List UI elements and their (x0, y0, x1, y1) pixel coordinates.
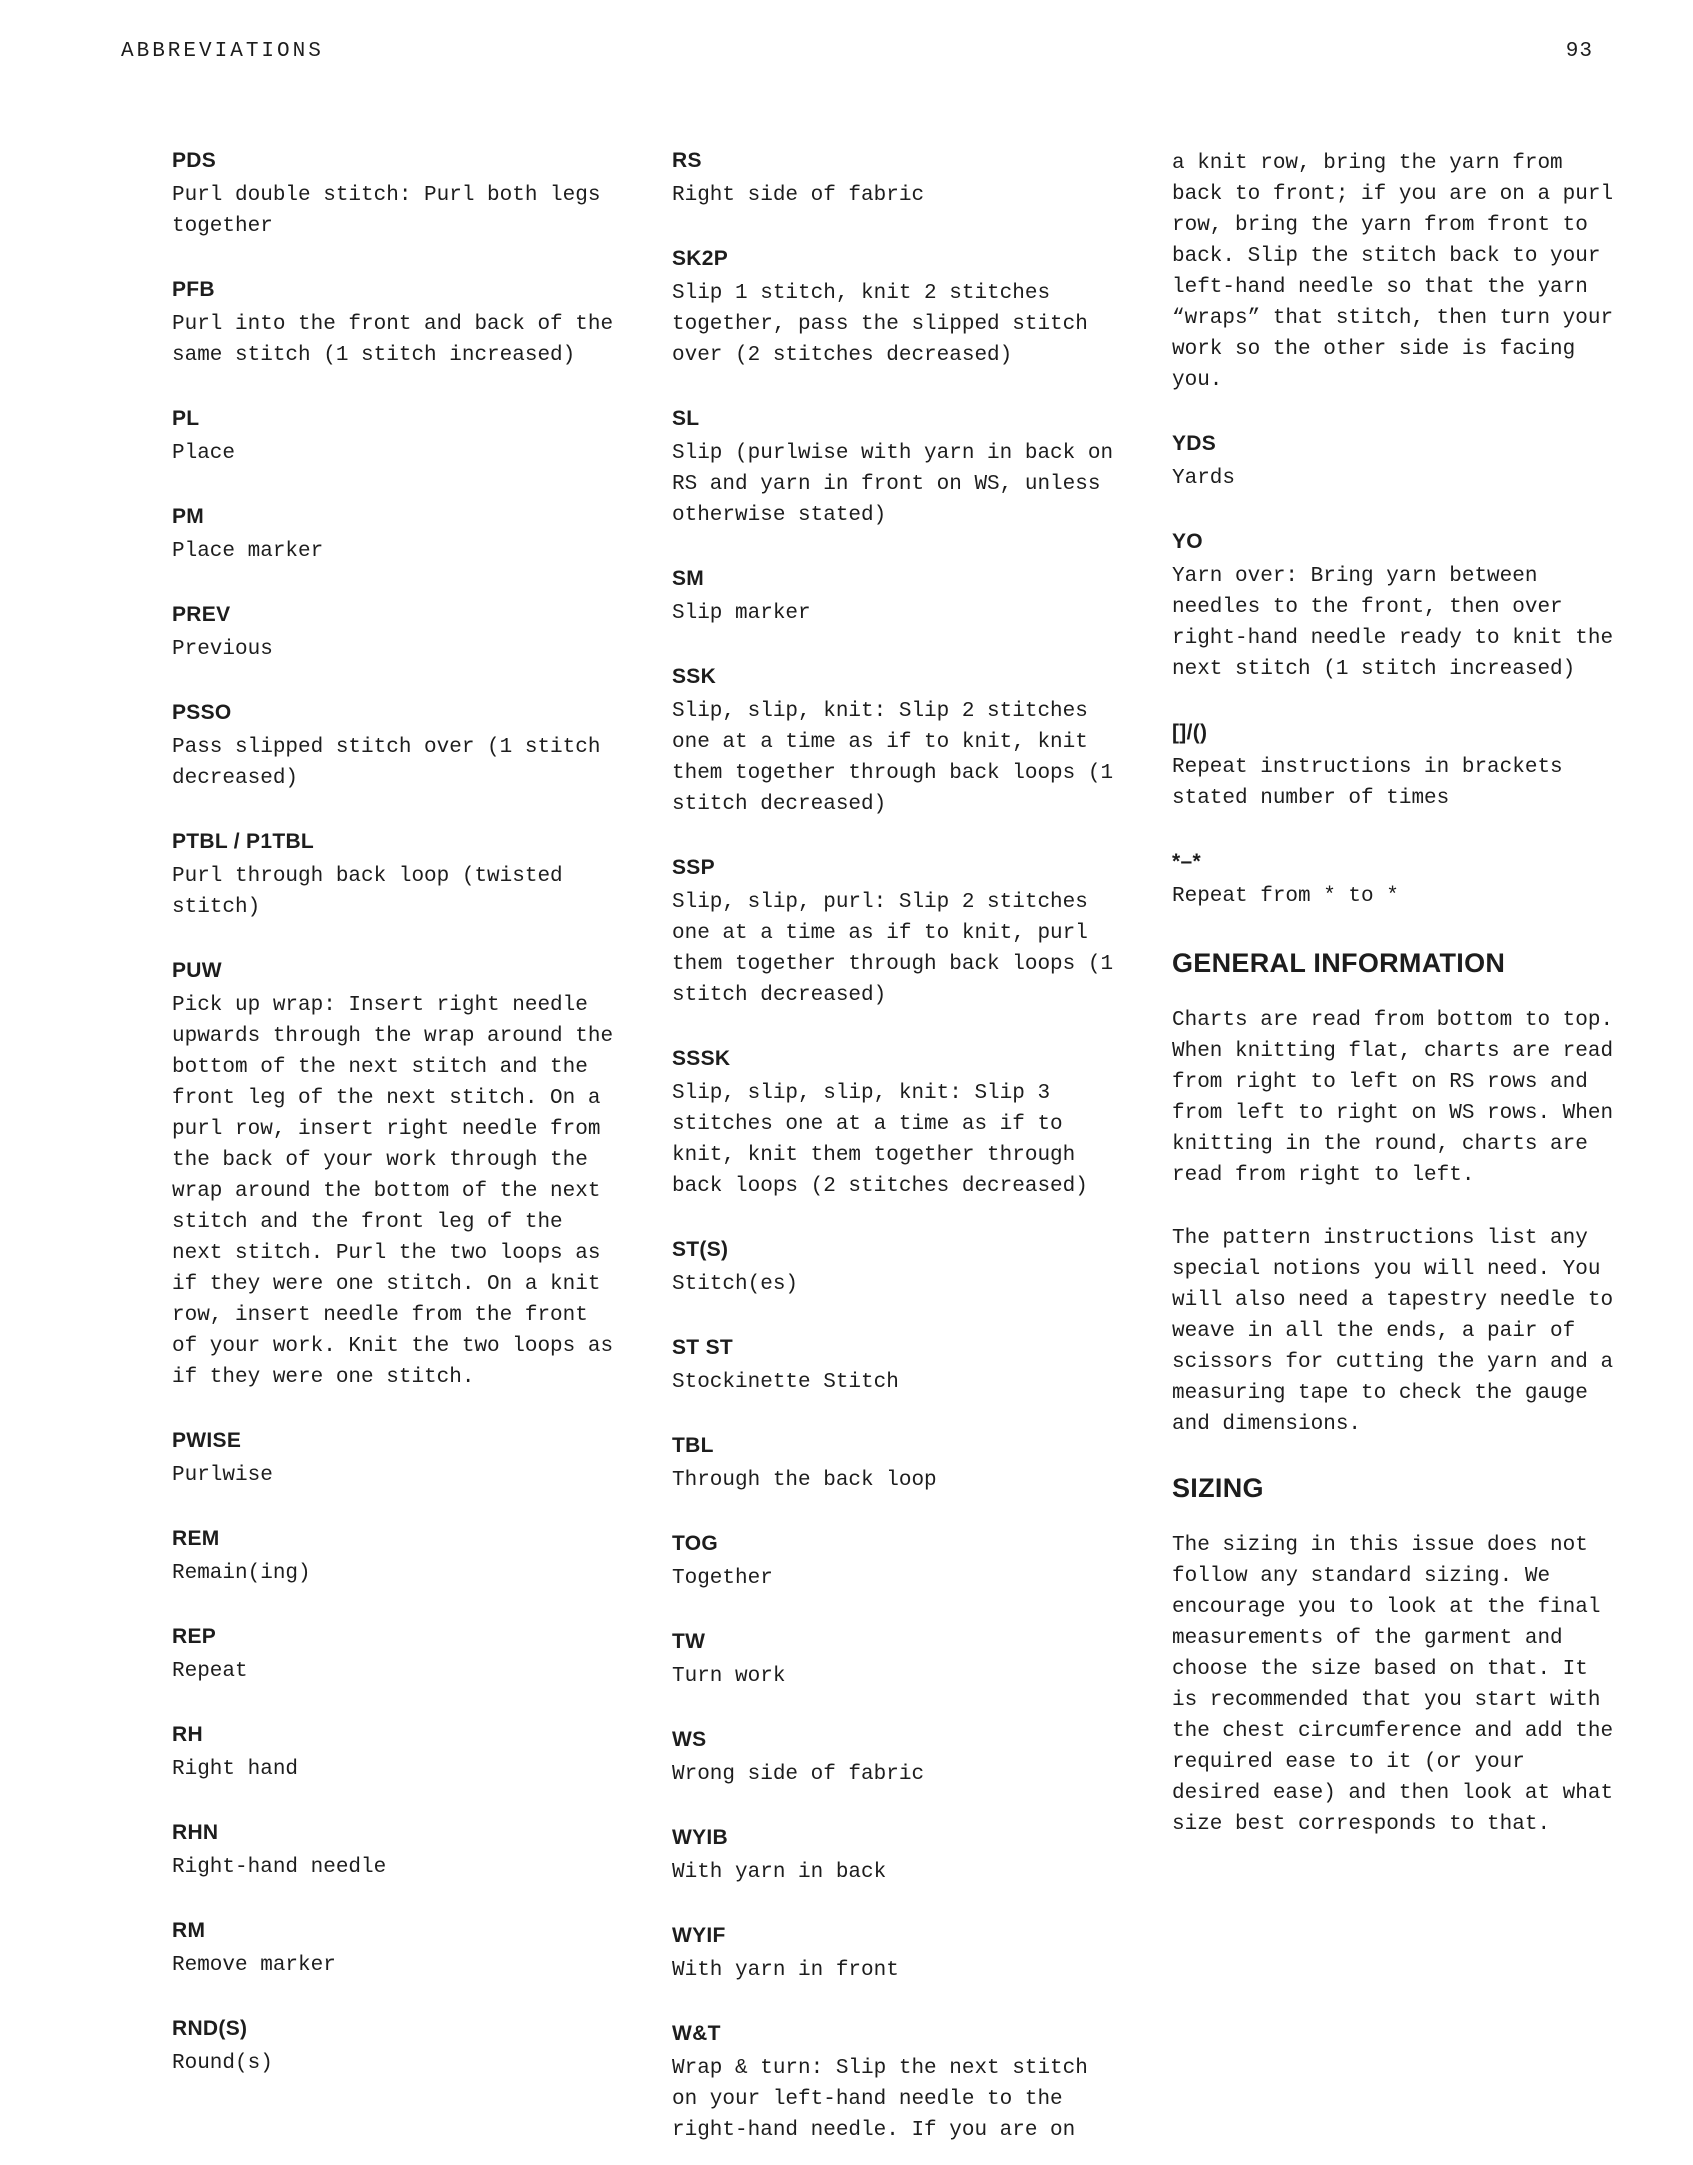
glossary-column-3 (1172, 148, 1625, 2165)
abbreviation-definition: Slip marker (672, 602, 811, 625)
columns-container (172, 148, 1625, 2165)
abbreviation-entry (172, 1918, 625, 1981)
abbreviation-definition: Slip, slip, knit: Slip 2 stitches one at a time as if to knit, knit them together through back loops (1 stitch decreased) (672, 700, 1114, 816)
section-paragraph: The sizing in this issue does not follow any standard sizing. We encourage you to look at the final measurements of the garment and choose the size based on that. It is recommended that you start with the chest circumference and add the required ease to it (or your desired ease) and then look at what size best corresponds to that. (1172, 1534, 1614, 1836)
abbreviation-definition: Stitch(es) (672, 1273, 799, 1296)
abbreviation-entry (672, 1531, 1125, 1594)
abbreviation-term: SSP (672, 856, 715, 879)
abbreviation-definition: With yarn in front (672, 1959, 899, 1982)
abbreviation-entry (172, 1820, 625, 1883)
abbreviation-definition: Right hand (172, 1758, 299, 1781)
abbreviation-entry (672, 1237, 1125, 1300)
abbreviation-entry (172, 1526, 625, 1589)
abbreviation-definition: Purlwise (172, 1464, 273, 1487)
abbreviation-definition: Purl double stitch: Purl both legs together (172, 184, 601, 238)
abbreviation-entry (172, 1624, 625, 1687)
section-paragraph: The pattern instructions list any special notions you will need. You will also need a tapestry needle to weave in all the ends, a pair of scissors for cutting the yarn and a measuring tape to check the gauge and dimensions. (1172, 1227, 1614, 1436)
abbreviation-term: PFB (172, 278, 215, 301)
abbreviation-definition: Right-hand needle (172, 1856, 387, 1879)
abbreviation-entry (1172, 849, 1625, 912)
abbreviation-term: SM (672, 567, 705, 590)
abbreviation-entry (172, 148, 625, 242)
running-header-title: ABBREVIATIONS (121, 40, 324, 63)
abbreviation-definition: Wrong side of fabric (672, 1763, 925, 1786)
abbreviation-entry (672, 1046, 1125, 1202)
abbreviation-term: PSSO (172, 701, 232, 724)
abbreviation-entry (672, 855, 1125, 1011)
abbreviation-entry (1172, 720, 1625, 814)
abbreviation-entry (672, 664, 1125, 820)
abbreviation-definition: Purl through back loop (twisted stitch) (172, 865, 563, 919)
abbreviation-definition: Turn work (672, 1665, 786, 1688)
abbreviation-term: PL (172, 407, 200, 430)
abbreviation-term: []/() (1172, 721, 1208, 744)
abbreviation-term: WS (672, 1728, 707, 1751)
abbreviation-entry (672, 1433, 1125, 1496)
abbreviation-definition: Slip, slip, slip, knit: Slip 3 stitches one at a time as if to knit, knit them together through back loops (2 stitches decreased) (672, 1082, 1088, 1198)
abbreviation-entry (672, 1825, 1125, 1888)
continued-definition-text: a knit row, bring the yarn from back to front; if you are on a purl row, bring the yarn from front to back. Slip the stitch back to your left-hand needle so that the yarn “wraps” that stitch, then turn your work so the other side is facing you. (1172, 152, 1614, 392)
abbreviation-definition: Round(s) (172, 2052, 273, 2075)
abbreviation-term: RS (672, 149, 702, 172)
abbreviation-definition: Yards (1172, 467, 1236, 490)
abbreviation-entry (172, 504, 625, 567)
page-number: 93 (1565, 40, 1593, 63)
abbreviation-definition: Pass slipped stitch over (1 stitch decreased) (172, 736, 601, 790)
abbreviation-term: REP (172, 1625, 217, 1648)
abbreviation-definition: Place (172, 442, 236, 465)
abbreviation-term: W&T (672, 2022, 721, 2045)
abbreviation-entry (172, 2016, 625, 2079)
abbreviation-definition: Place marker (172, 540, 324, 563)
glossary-column-2 (672, 148, 1125, 2165)
abbreviation-term: PREV (172, 603, 231, 626)
abbreviation-definition: Slip, slip, purl: Slip 2 stitches one at a time as if to knit, purl them together through back loops (1 stitch decreased) (672, 891, 1114, 1007)
abbreviation-term: TBL (672, 1434, 714, 1457)
abbreviation-entry (172, 829, 625, 923)
abbreviation-entry (172, 958, 625, 1393)
abbreviation-entry (672, 1335, 1125, 1398)
abbreviation-term: SSK (672, 665, 717, 688)
abbreviation-entry (172, 406, 625, 469)
abbreviation-entry (1172, 431, 1625, 494)
abbreviation-definition: Pick up wrap: Insert right needle upwards through the wrap around the bottom of the next stitch and the front leg of the next stitch. On a purl row, insert right needle from the back of your work through the wrap around the bottom of the next stitch and the front leg of the next stitch. Purl the two loops as if they were one stitch. On a knit row, insert needle from the front of your work. Knit the two loops as if they were one stitch. (172, 994, 614, 1389)
abbreviation-entry (672, 2021, 1125, 2146)
abbreviation-definition: Previous (172, 638, 273, 661)
section-heading: GENERAL INFORMATION (1172, 948, 1506, 978)
abbreviation-definition: Purl into the front and back of the same stitch (1 stitch increased) (172, 313, 614, 367)
abbreviation-definition: Repeat instructions in brackets stated number of times (1172, 756, 1563, 810)
abbreviation-entry (672, 566, 1125, 629)
abbreviation-term: TW (672, 1630, 706, 1653)
abbreviation-term: REM (172, 1527, 220, 1550)
abbreviation-term: WYIB (672, 1826, 729, 1849)
abbreviation-entry (672, 1923, 1125, 1986)
abbreviation-term: YDS (1172, 432, 1217, 455)
abbreviation-entry (672, 1727, 1125, 1790)
abbreviation-term: PUW (172, 959, 222, 982)
abbreviation-entry (672, 148, 1125, 211)
abbreviation-term: RHN (172, 1821, 219, 1844)
abbreviation-term: PTBL / P1TBL (172, 830, 315, 853)
abbreviation-definition: Yarn over: Bring yarn between needles to the front, then over right-hand needle ready to knit the next stitch (1 stitch increased) (1172, 565, 1614, 681)
glossary-column-1 (172, 148, 625, 2165)
abbreviation-entry (672, 246, 1125, 371)
abbreviation-definition: Repeat from * to * (1172, 885, 1399, 908)
abbreviation-entry (172, 602, 625, 665)
abbreviation-term: PM (172, 505, 205, 528)
abbreviation-term: SSSK (672, 1047, 731, 1070)
abbreviation-term: *–* (1172, 850, 1201, 873)
abbreviation-entry (672, 406, 1125, 531)
abbreviation-definition: Through the back loop (672, 1469, 937, 1492)
section-paragraph: Charts are read from bottom to top. When knitting flat, charts are read from right to left on RS rows and from left to right on WS rows. When knitting in the round, charts are read from right to left. (1172, 1009, 1614, 1187)
abbreviation-term: ST ST (672, 1336, 734, 1359)
abbreviation-term: ST(S) (672, 1238, 729, 1261)
abbreviation-term: RH (172, 1723, 203, 1746)
abbreviation-definition: Stockinette Stitch (672, 1371, 899, 1394)
abbreviation-term: TOG (672, 1532, 719, 1555)
abbreviation-definition: Right side of fabric (672, 184, 925, 207)
abbreviation-term: WYIF (672, 1924, 726, 1947)
abbreviation-definition: Wrap & turn: Slip the next stitch on your left-hand needle to the right-hand needle. If you are on (672, 2057, 1088, 2142)
abbreviation-definition: Remove marker (172, 1954, 336, 1977)
abbreviation-definition: Repeat (172, 1660, 248, 1683)
abbreviation-entry (672, 1629, 1125, 1692)
abbreviation-term: RND(S) (172, 2017, 248, 2040)
abbreviation-entry (1172, 529, 1625, 685)
abbreviation-entry (172, 1428, 625, 1491)
abbreviation-definition: Together (672, 1567, 773, 1590)
abbreviation-term: PDS (172, 149, 217, 172)
abbreviation-term: SL (672, 407, 700, 430)
section-heading: SIZING (1172, 1473, 1264, 1503)
abbreviation-entry (172, 1722, 625, 1785)
abbreviation-term: YO (1172, 530, 1203, 553)
abbreviation-entry (172, 277, 625, 371)
abbreviation-entry (172, 700, 625, 794)
abbreviation-term: PWISE (172, 1429, 242, 1452)
abbreviation-definition: Remain(ing) (172, 1562, 311, 1585)
abbreviation-term: SK2P (672, 247, 729, 270)
abbreviation-term: RM (172, 1919, 206, 1942)
abbreviation-definition: Slip (purlwise with yarn in back on RS and yarn in front on WS, unless otherwise stated) (672, 442, 1114, 527)
abbreviation-definition: With yarn in back (672, 1861, 887, 1884)
abbreviation-definition: Slip 1 stitch, knit 2 stitches together, pass the slipped stitch over (2 stitches decreased) (672, 282, 1088, 367)
